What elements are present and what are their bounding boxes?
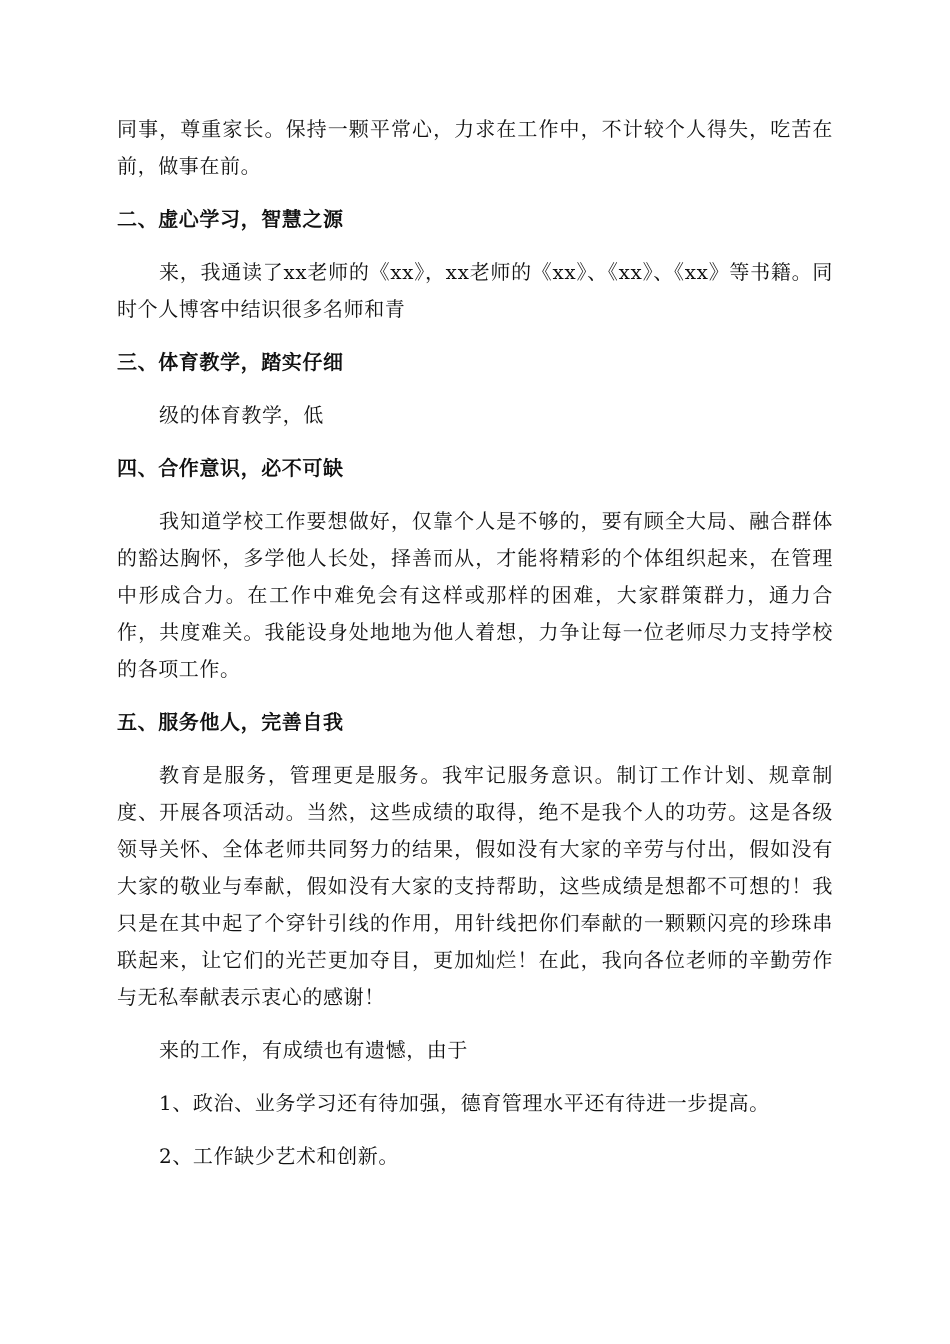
section-heading-3: 三、体育教学，踏实仔细	[117, 350, 344, 374]
paragraph-closing-sentence: 同事，尊重家长。保持一颗平常心，力求在工作中，不计较个人得失，吃苦在前，做事在前。	[117, 117, 833, 178]
paragraph-cooperation: 我知道学校工作要想做好，仅靠个人是不够的，要有顾全大局、融合群体的豁达胸怀，多学他人长处，择善而从，才能将精彩的个体组织起来，在管理中形成合力。在工作中难免会有这样或那样的困难，大家群策群力，通力合作，共度难关。我能设身处地地为他人着想，力争让每一位老师尽力支持学校的各项工作。	[117, 509, 833, 681]
paragraph-summary: 来的工作，有成绩也有遗憾，由于	[159, 1038, 468, 1062]
list-item-1: 1、政治、业务学习还有待加强，德育管理水平还有待进一步提高。	[159, 1091, 770, 1115]
section-heading-5: 五、服务他人，完善自我	[117, 710, 344, 734]
paragraph-study: 来，我通读了xx老师的《xx》，xx老师的《xx》、《xx》、《xx》等书籍。同时个人博客中结识很多名师和青	[117, 260, 833, 321]
list-item-2: 2、工作缺少艺术和创新。	[159, 1144, 399, 1168]
section-heading-4: 四、合作意识，必不可缺	[117, 456, 344, 480]
paragraph-pe-teaching: 级的体育教学，低	[159, 403, 324, 427]
section-heading-2: 二、虚心学习，智慧之源	[117, 207, 344, 231]
paragraph-service: 教育是服务，管理更是服务。我牢记服务意识。制订工作计划、规章制度、开展各项活动。当然，这些成绩的取得，绝不是我个人的功劳。这是各级领导关怀、全体老师共同努力的结果，假如没有大家的辛劳与付出，假如没有大家的敬业与奉献，假如没有大家的支持帮助，这些成绩是想都不可想的！我只是在其中起了个穿针引线的作用，用针线把你们奉献的一颗颗闪亮的珍珠串联起来，让它们的光芒更加夺目，更加灿烂！在此，我向各位老师的辛勤劳作与无私奉献表示衷心的感谢！	[117, 763, 833, 1009]
document-body	[117, 111, 833, 1191]
